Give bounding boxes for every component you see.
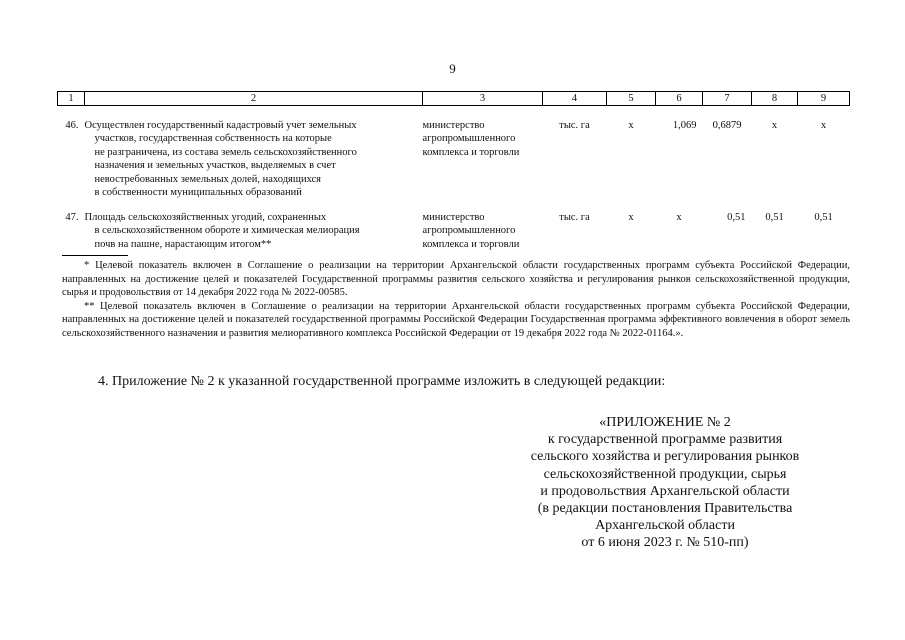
name-line: Площадь сельскохозяйственных угодий, сохраненных (84, 212, 327, 223)
header-cell: 4 (543, 92, 607, 106)
appendix-line: сельскохозяйственной продукции, сырья (543, 466, 787, 482)
row-number: 46. (65, 120, 79, 131)
ministry-line: министерство (422, 212, 485, 223)
name-line: в собственности муниципальных образований (94, 187, 302, 199)
unit-cell: тыс. га (559, 120, 590, 131)
value-cell: 0,51 (814, 212, 833, 223)
ministry-line: комплекса и торговли (422, 146, 520, 158)
table-row (58, 106, 850, 201)
ministry-line: агропромышленного (422, 133, 516, 145)
appendix-line: от 6 июня 2023 г. № 510-пп) (581, 535, 749, 551)
table-header-row (58, 92, 850, 106)
indicators-table (57, 91, 850, 251)
value-cell: х (628, 212, 634, 223)
appendix-line: Архангельской области (595, 518, 735, 534)
name-line: невостребованных земельных долей, находящихся (94, 173, 322, 185)
value-cell: 0,6879 (712, 120, 742, 131)
appendix-heading (505, 414, 825, 552)
value-cell: х (676, 212, 682, 223)
name-line: назначения и земельных участков, выделяемых в счет (94, 160, 336, 172)
header-cell: 7 (703, 92, 752, 106)
indicator-name (85, 106, 423, 201)
row-number: 47. (65, 212, 79, 223)
appendix-line: «ПРИЛОЖЕНИЕ № 2 (599, 415, 731, 430)
name-line: в сельскохозяйственном обороте и химическая мелиорация (94, 225, 360, 237)
value-cell: 1,069 (672, 120, 697, 131)
name-line: Осуществлен государственный кадастровый учет земельных (84, 120, 357, 131)
header-cell: 8 (752, 92, 798, 106)
footnote: * Целевой показатель включен в Соглашение о реализации на территории Архангельской области государственных программ субъекта Российской Федерации, направленных на достижение целей и показателей Государственной программы развития сельского хозяйства и регулирования рынков сельскохозяйственной продукции, сырья и продовольствия от 14 декабря 2022 года № 2022-00585. (62, 260, 850, 299)
appendix-line: к государственной программе развития (547, 432, 783, 448)
footnotes (62, 259, 850, 341)
appendix-line: сельского хозяйства и регулирования рынков (530, 449, 800, 465)
ministry-line: министерство (422, 120, 485, 131)
value-cell: х (771, 120, 778, 131)
footnote: ** Целевой показатель включен в Соглашение о реализации на территории Архангельской области государственных программ субъекта Российской Федерации, направленных на достижение целей и показателей государственной программы Российской Федерации Государственная программа эффективного вовлечения в оборот земель сельскохозяйственного назначения и развития мелиоративного комплекса Российской Федерации от 19 декабря 2022 года № 2022-01164.». (62, 300, 850, 339)
amendment-paragraph: 4. Приложение № 2 к указанной государственной программе изложить в следующей редакции: (98, 374, 666, 389)
header-cell: 2 (85, 92, 423, 106)
name-line: почв на пашне, нарастающим итогом** (94, 238, 272, 250)
appendix-line: и продовольствия Архангельской области (540, 483, 790, 499)
indicator-name (85, 200, 423, 251)
header-cell: 5 (607, 92, 656, 106)
value-cell: 0,51 (727, 212, 746, 223)
ministry-line: агропромышленного (422, 225, 516, 237)
appendix-line: (в редакции постановления Правительства (537, 501, 793, 517)
header-cell: 1 (58, 92, 85, 106)
header-cell: 9 (798, 92, 850, 106)
page-number: 9 (449, 61, 456, 76)
responsible-body (423, 200, 543, 251)
value-cell: х (820, 120, 827, 131)
table-row (58, 200, 850, 251)
ministry-line: комплекса и торговли (422, 238, 520, 250)
footnote-separator (62, 255, 128, 256)
value-cell: х (628, 120, 634, 131)
responsible-body (423, 106, 543, 201)
header-cell: 3 (423, 92, 543, 106)
name-line: не разграничена, из состава земель сельскохозяйственного (94, 146, 357, 158)
value-cell: 0,51 (765, 212, 784, 223)
header-cell: 6 (656, 92, 703, 106)
name-line: участков, государственная собственность на которые (94, 133, 332, 145)
unit-cell: тыс. га (559, 212, 590, 223)
